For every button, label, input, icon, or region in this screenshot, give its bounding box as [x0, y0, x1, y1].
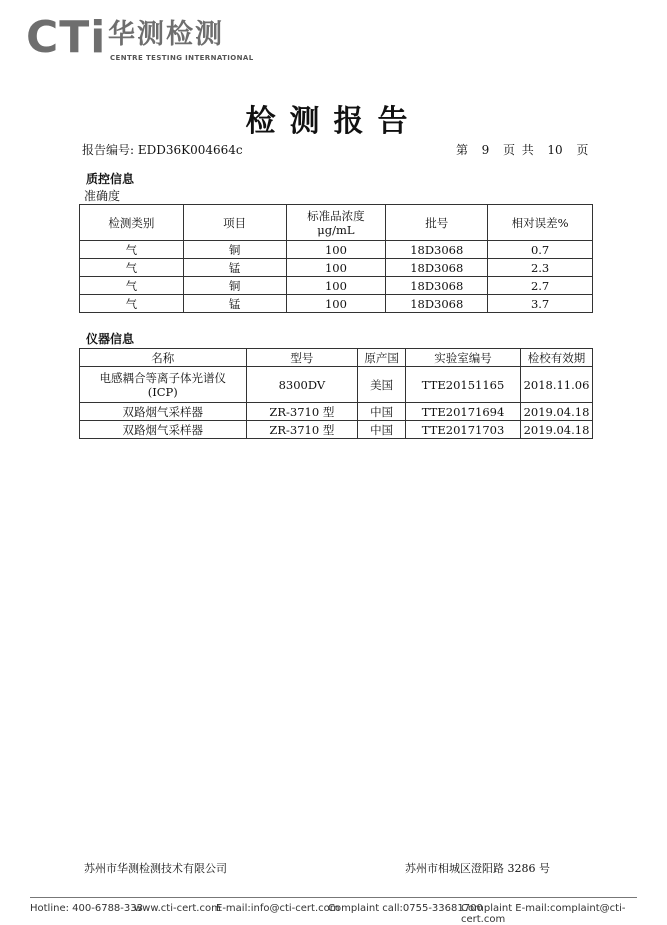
table-cell: 2019.04.18 [520, 403, 592, 421]
table-cell: 100 [286, 241, 386, 259]
footer-email[interactable]: E-mail:info@cti-cert.com [216, 903, 340, 914]
column-header: 型号 [246, 349, 358, 367]
table-cell: 18D3068 [386, 241, 488, 259]
footer-company: 苏州市华测检测技术有限公司 [84, 862, 227, 875]
table-row [80, 421, 593, 439]
report-number [82, 143, 243, 157]
table-cell: 18D3068 [386, 277, 488, 295]
table-header-row [80, 349, 593, 367]
table-row [80, 295, 593, 313]
accuracy-table [79, 204, 593, 313]
table-cell: 2018.11.06 [520, 367, 592, 403]
table-cell: 电感耦合等离子体光谱仪 (ICP) [80, 367, 247, 403]
company-logo: CTi [26, 12, 107, 63]
table-cell: ZR-3710 型 [246, 403, 358, 421]
footer-address: 苏州市相城区澄阳路 3286 号 [405, 862, 550, 875]
table-cell: 铜 [183, 241, 286, 259]
qc-heading: 质控信息 [86, 172, 135, 186]
table-cell: 气 [80, 259, 184, 277]
table-cell: 2.7 [488, 277, 593, 295]
table-row [80, 367, 593, 403]
column-header: 实验室编号 [406, 349, 521, 367]
table-cell: 双路烟气采样器 [80, 403, 247, 421]
table-cell: 锰 [183, 295, 286, 313]
footer-divider [30, 897, 637, 898]
table-header-row [80, 205, 593, 241]
table-cell: 0.7 [488, 241, 593, 259]
table-cell: 锰 [183, 259, 286, 277]
instruments-table [79, 348, 593, 439]
table-row [80, 277, 593, 295]
table-row [80, 259, 593, 277]
page-suffix: 页 [576, 143, 589, 157]
company-logo-chinese: 华测检测 [108, 19, 224, 50]
table-cell: 气 [80, 295, 184, 313]
page-indicator [456, 143, 588, 157]
qc-subheading: 准确度 [84, 189, 121, 203]
table-cell: 18D3068 [386, 259, 488, 277]
column-header: 检测类别 [80, 205, 184, 241]
table-cell: 8300DV [246, 367, 358, 403]
table-cell: 2.3 [488, 259, 593, 277]
table-cell: ZR-3710 型 [246, 421, 358, 439]
table-cell: 双路烟气采样器 [80, 421, 247, 439]
table-row [80, 241, 593, 259]
footer-website[interactable]: www.cti-cert.com [134, 903, 221, 914]
page-number: 9 [481, 143, 490, 157]
table-cell: 中国 [358, 421, 406, 439]
page-title: 检测报告 [245, 104, 422, 139]
company-logo-english: CENTRE TESTING INTERNATIONAL [110, 54, 254, 62]
table-cell: 气 [80, 277, 184, 295]
concentration-unit: μg/mL [317, 222, 355, 237]
column-header: 原产国 [358, 349, 406, 367]
footer-hotline: Hotline: 400-6788-333 [30, 903, 143, 914]
table-cell: TTE20171694 [406, 403, 521, 421]
table-row [80, 403, 593, 421]
table-cell: 100 [286, 259, 386, 277]
table-cell: 气 [80, 241, 184, 259]
column-header: 相对误差% [488, 205, 593, 241]
table-cell: 2019.04.18 [520, 421, 592, 439]
column-header: 标准品浓度 μg/mL [286, 205, 386, 241]
table-cell: 3.7 [488, 295, 593, 313]
column-header: 批号 [386, 205, 488, 241]
page-prefix: 第 [456, 143, 469, 157]
footer-complaint-email[interactable]: Complaint E-mail:complaint@cti-cert.com [461, 903, 626, 925]
table-cell: TTE20171703 [406, 421, 521, 439]
page-total: 10 [547, 143, 563, 157]
column-header: 检校有效期 [520, 349, 592, 367]
footer-complaint-call: Complaint call:0755-33681700 [328, 903, 483, 914]
column-header: 名称 [80, 349, 247, 367]
table-cell: 铜 [183, 277, 286, 295]
report-number-value: EDD36K004664c [137, 143, 243, 157]
table-cell: 18D3068 [386, 295, 488, 313]
table-cell: TTE20151165 [406, 367, 521, 403]
table-cell: 美国 [358, 367, 406, 403]
report-number-label: 报告编号: [82, 143, 135, 157]
table-cell: 100 [286, 277, 386, 295]
column-header: 项目 [183, 205, 286, 241]
table-cell: 中国 [358, 403, 406, 421]
instruments-heading: 仪器信息 [86, 332, 135, 346]
table-cell: 100 [286, 295, 386, 313]
page-mid: 页 共 [502, 143, 534, 157]
